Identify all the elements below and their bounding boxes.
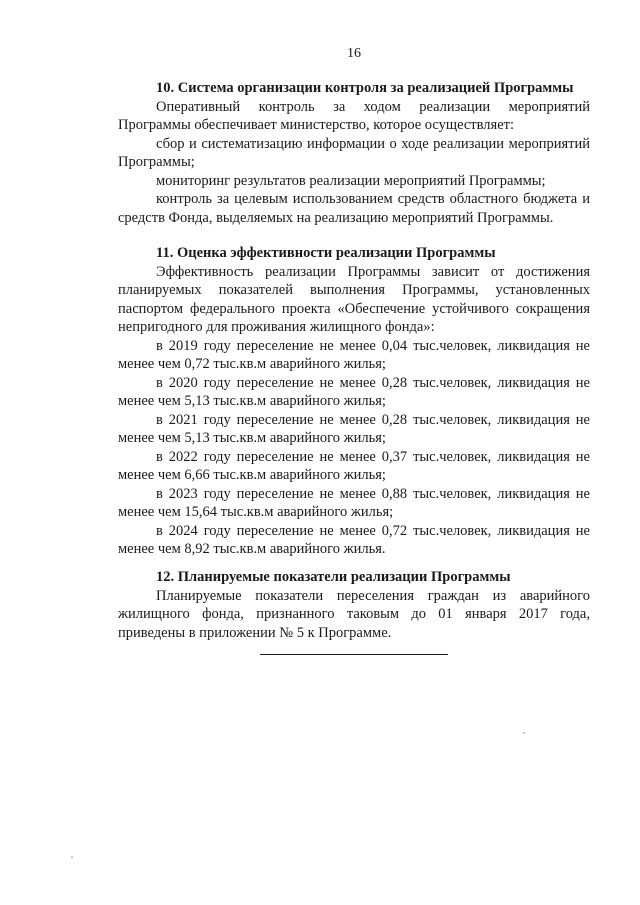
paragraph: Эффективность реализации Программы зависит от достижения планируемых показателей выполнения Программы, установленных паспортом федерального проекта «Обеспечение устойчивого сокращения непригодного для проживания жилищного фонда»: <box>118 263 590 335</box>
paragraph: мониторинг результатов реализации мероприятий Программы; <box>156 172 546 189</box>
section-heading: 10. Система организации контроля за реализацией Программы <box>156 80 574 96</box>
section-heading: 12. Планируемые показатели реализации Программы <box>156 569 511 585</box>
paragraph: в 2023 году переселение не менее 0,88 тыс.человек, ликвидация не менее чем 15,64 тыс.кв.м аварийного жилья; <box>118 485 590 520</box>
paragraph: контроль за целевым использованием средств областного бюджета и средств Фонда, выделяемых на реализацию мероприятий Программы. <box>118 191 590 226</box>
paragraph: в 2019 году переселение не менее 0,04 тыс.человек, ликвидация не менее чем 0,72 тыс.кв.м аварийного жилья; <box>118 337 590 372</box>
paragraph: в 2020 году переселение не менее 0,28 тыс.человек, ликвидация не менее чем 5,13 тыс.кв.м аварийного жилья; <box>118 374 590 409</box>
paragraph: в 2021 году переселение не менее 0,28 тыс.человек, ликвидация не менее чем 5,13 тыс.кв.м аварийного жилья; <box>118 411 590 446</box>
closing-rule <box>260 654 448 655</box>
page-number: 16 <box>347 46 361 61</box>
paragraph: Оперативный контроль за ходом реализации мероприятий Программы обеспечивает министерство, которое осуществляет: <box>118 98 590 133</box>
paragraph: в 2022 году переселение не менее 0,37 тыс.человек, ликвидация не менее чем 6,66 тыс.кв.м аварийного жилья; <box>118 448 590 483</box>
scan-speck <box>523 732 525 734</box>
paragraph: Планируемые показатели переселения граждан из аварийного жилищного фонда, признанного таковым до 01 января 2017 года, приведены в приложении № 5 к Программе. <box>118 587 590 641</box>
section-11 <box>118 244 590 559</box>
section-heading: 11. Оценка эффективности реализации Программы <box>156 245 496 261</box>
paragraph: сбор и систематизацию информации о ходе реализации мероприятий Программы; <box>118 135 590 170</box>
scan-speck <box>71 856 73 858</box>
paragraph: в 2024 году переселение не менее 0,72 тыс.человек, ликвидация не менее чем 8,92 тыс.кв.м аварийного жилья. <box>118 522 590 557</box>
section-10 <box>118 79 590 227</box>
section-12 <box>118 568 590 642</box>
